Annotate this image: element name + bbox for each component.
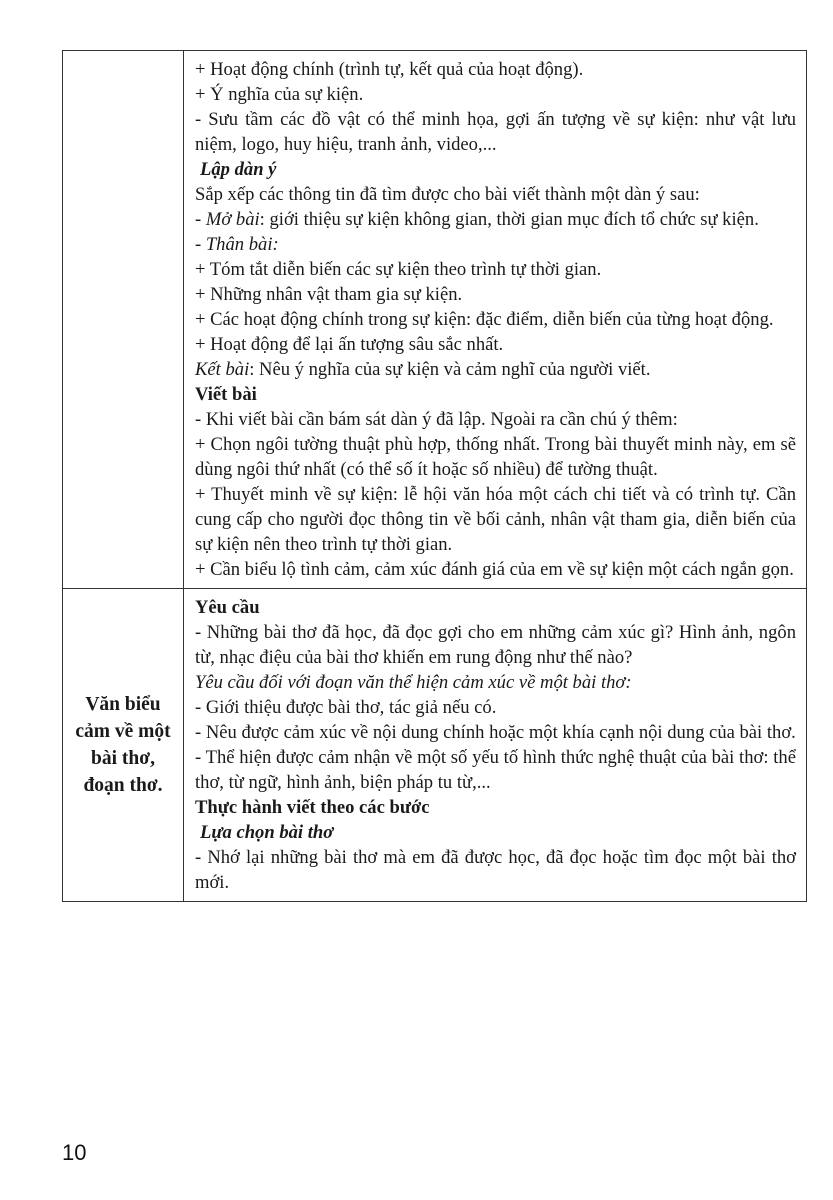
line: - Nhớ lại những bài thơ mà em đã được học, đã đọc hoặc tìm đọc một bài thơ mới. xyxy=(195,847,796,893)
label-ket-bai: Kết bài xyxy=(195,359,250,380)
content-cell-2 xyxy=(184,589,807,902)
label-than-bai: - Thân bài: xyxy=(195,234,279,255)
line: + Hoạt động để lại ấn tượng sâu sắc nhất. xyxy=(195,334,504,355)
line: - Mở bài: giới thiệu sự kiện không gian, thời gian mục đích tổ chức sự kiện. xyxy=(195,209,759,230)
heading-lua-chon: Lựa chọn bài thơ xyxy=(200,822,334,843)
line: - Nêu được cảm xúc về nội dung chính hoặc một khía cạnh nội dung của bài thơ. xyxy=(195,722,796,743)
line: Sắp xếp các thông tin đã tìm được cho bài viết thành một dàn ý sau: xyxy=(195,184,700,205)
line-text: : giới thiệu sự kiện không gian, thời gian mục đích tổ chức sự kiện. xyxy=(259,209,759,230)
content-cell-1 xyxy=(184,51,807,589)
label-mo-bai: Mở bài xyxy=(205,209,260,230)
line: + Thuyết minh về sự kiện: lễ hội văn hóa một cách chi tiết và có trình tự. Cần cung cấp cho người đọc thông tin về bối cảnh, nhân vật tham gia, diễn biến của sự kiện nên theo trình tự thời gian. xyxy=(195,484,796,555)
page-number: 10 xyxy=(62,1140,87,1165)
line: + Chọn ngôi tường thuật phù hợp, thống nhất. Trong bài thuyết minh này, em sẽ dùng ngôi thứ nhất (có thể số ít hoặc số nhiều) để tường thuật. xyxy=(195,434,796,480)
heading-thuc-hanh: Thực hành viết theo các bước xyxy=(195,797,430,818)
category-cell-2 xyxy=(63,589,184,902)
line: - Sưu tầm các đồ vật có thể minh họa, gợi ấn tượng về sự kiện: như vật lưu niệm, logo, huy hiệu, tranh ảnh, video,... xyxy=(195,109,796,155)
table-row xyxy=(63,589,807,902)
line-text: : Nêu ý nghĩa của sự kiện và cảm nghĩ của người viết. xyxy=(249,359,651,380)
heading-lap-dan-y: Lập dàn ý xyxy=(200,159,277,180)
line: - Thể hiện được cảm nhận về một số yếu tố hình thức nghệ thuật của bài thơ: thể thơ, từ ngữ, hình ảnh, biện pháp tu từ,... xyxy=(195,747,796,793)
line: + Cần biểu lộ tình cảm, cảm xúc đánh giá của em về sự kiện một cách ngắn gọn. xyxy=(195,559,794,580)
line: - Giới thiệu được bài thơ, tác giả nếu có. xyxy=(195,697,497,718)
line: + Hoạt động chính (trình tự, kết quả của hoạt động). xyxy=(195,59,584,80)
category-label: Văn biểu cảm về một bài thơ, đoạn thơ. xyxy=(75,694,171,796)
heading-viet-bai: Viết bài xyxy=(195,384,257,405)
heading-yeu-cau: Yêu cầu xyxy=(195,597,260,618)
line: + Các hoạt động chính trong sự kiện: đặc điểm, diễn biến của từng hoạt động. xyxy=(195,309,774,330)
line: - Những bài thơ đã học, đã đọc gợi cho em những cảm xúc gì? Hình ảnh, ngôn từ, nhạc điệu của bài thơ khiến em rung động như thế nào? xyxy=(195,622,796,668)
line: + Tóm tắt diễn biến các sự kiện theo trình tự thời gian. xyxy=(195,259,602,280)
table-row xyxy=(63,51,807,589)
line: + Những nhân vật tham gia sự kiện. xyxy=(195,284,463,305)
line xyxy=(195,357,796,382)
content-table xyxy=(62,50,807,902)
line-italic: Yêu cầu đối với đoạn văn thể hiện cảm xúc về một bài thơ: xyxy=(195,672,632,693)
line: - Khi viết bài cần bám sát dàn ý đã lập. Ngoài ra cần chú ý thêm: xyxy=(195,409,678,430)
line: + Ý nghĩa của sự kiện. xyxy=(195,84,364,105)
category-cell-1 xyxy=(63,51,184,589)
